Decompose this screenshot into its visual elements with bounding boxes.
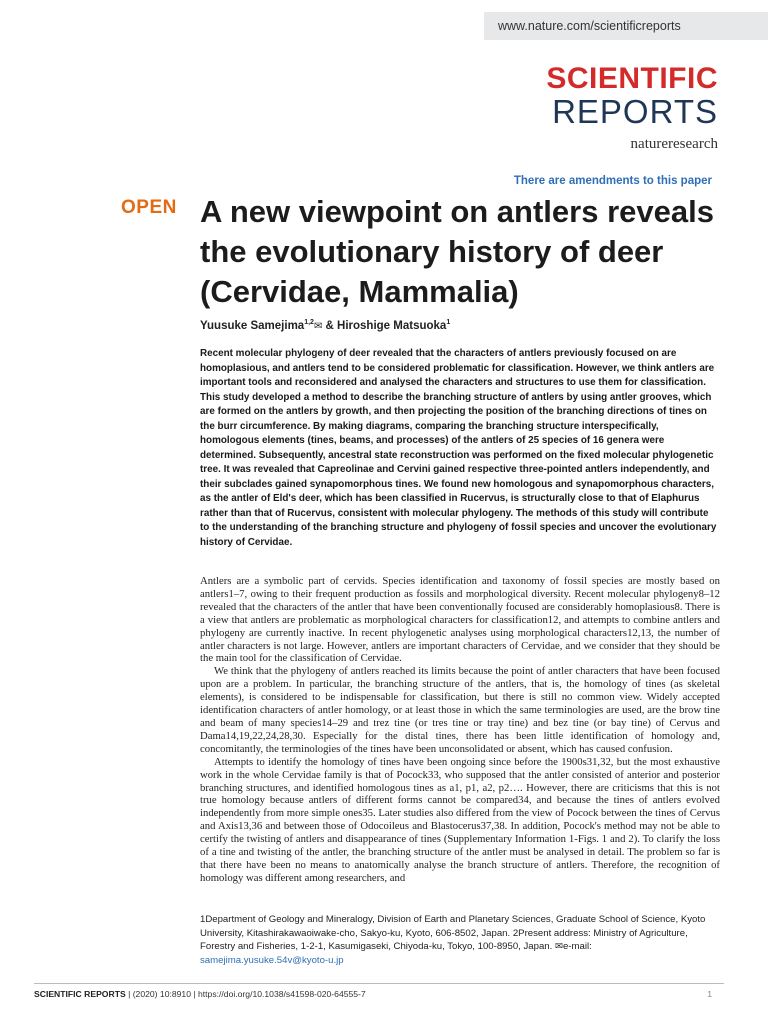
- author-list: [200, 319, 450, 332]
- body-paragraph-1: Antlers are a symbolic part of cervids. Species identification and taxonomy of fossil species are mostly based on antlers1–7, owing to their frequent production as fossils and morphological diversity. Recent molecular phylogeny8–12 revealed that the characters of the antler that have been conventionally focused are considerably homoplasious8. There is a view that antlers are problematic as morphological characters for classification12, and attempts to combine antlers and phylogeny are currently inactive. In recent phylogenetic analyses using morphological characters12,13, the number of antler characters is not large. However, antlers are important characters of Cervidae, and we consider that they should be the main tool for the classification of Cervidae.: [200, 575, 720, 665]
- journal-url[interactable]: www.nature.com/scientificreports: [498, 19, 681, 33]
- footer-citation-doi[interactable]: | (2020) 10:8910 | https://doi.org/10.1038/s41598-020-64555-7: [125, 989, 366, 999]
- publisher-nature: nature: [630, 136, 669, 152]
- open-access-badge: OPEN: [121, 197, 177, 218]
- footer-journal: SCIENTIFIC REPORTS: [34, 989, 126, 999]
- page-number: 1: [707, 989, 712, 999]
- author-1-affiliation: 1,2: [304, 319, 314, 326]
- footer-divider: [34, 983, 724, 984]
- logo-reports: REPORTS: [552, 93, 718, 130]
- journal-url-bar[interactable]: [484, 12, 768, 40]
- body-paragraph-2: We think that the phylogeny of antlers reached its limits because the point of antler characters that have been focused upon are a problem. In particular, the branching structure of the antlers, that is, the homology of tines (as skeletal elements), is considered to be indispensable for classification, but there is still no common view. Widely accepted identification characters of antler homology, or at least those in which the same terminologies are used, are the brow tine and beam of many species14–29 and trez tine (or tres tine or tray tine) and bez tine (or bay tine) of Cervus and Dama14,19,22,24,28,30. Especially for the distal tines, there has been little identification of homology and, concomitantly, the terminologies of the tines have been unconsolidated or absent, which has caused confusion.: [200, 665, 720, 755]
- logo-scientific: SCIENTIFIC: [546, 62, 718, 95]
- author-2-affiliation: 1: [446, 319, 451, 326]
- affiliation-footnote: [200, 913, 720, 967]
- article-title: A new viewpoint on antlers reveals the evolutionary history of deer (Cervidae, Mammalia): [200, 194, 714, 309]
- corresponding-email-link[interactable]: samejima.yusuke.54v@kyoto-u.jp: [200, 954, 344, 966]
- author-2[interactable]: Hiroshige Matsuoka: [337, 319, 447, 332]
- logo-publisher: [546, 136, 718, 153]
- body-paragraph-3: Attempts to identify the homology of tines have been ongoing since before the 1900s31,32, but the most exhaustive work in the whole Cervidae family is that of Pocock33, who supposed that the antler consisted of anterior and posterior branching structures, and identified homologous tines as a1, p1, a2, p2…. However, there are criticisms that this is not true homology because antlers of different forms cannot be compared34, and because the tines of antlers evolved independently from more simple ones35. Later studies also differed from the view of Pocock between the tines of Cervus and Axis13,36 and between those of Odocoileus and Blastocerus37,38. In addition, Pocock's method may not be able to certify the twisting of antlers and disappearance of tines (Supplementary Information 1-Figs. 1 and 2). To clarify the loss of a tine and twisting of the antler, the branching structure of the antler must be analysed in detail. The problem so far is that there have been no means to anatomically analyse the branch structure of antlers. Therefore, the recognition of homology was different among researchers, and: [200, 755, 720, 884]
- journal-logo: [546, 64, 718, 153]
- article-body: [200, 575, 720, 885]
- email-icon[interactable]: ✉: [313, 320, 323, 332]
- amendments-link[interactable]: There are amendments to this paper: [513, 175, 712, 187]
- page-footer: [34, 989, 366, 999]
- affiliation-text: 1Department of Geology and Mineralogy, Division of Earth and Planetary Sciences, Graduate School of Science, Kyoto University, Kitashirakawaoiwake-cho, Sakyo-ku, Kyoto, 606-8502, Japan. 2Present address: Ministry of Agriculture, Forestry and Fisheries, 1-2-1, Kasumigaseki, Chiyoda-ku, Tokyo, 100-8950, Japan. ✉e-mail:: [200, 914, 706, 952]
- author-1[interactable]: Yuusuke Samejima: [200, 319, 305, 332]
- abstract: Recent molecular phylogeny of deer revealed that the characters of antlers previously focused on are homoplasious, and antlers tend to be considered problematic for classification. However, we think antlers are important tools and reconsidered and analysed the characters and structures to use them for classification. This study developed a method to describe the branching structure of antlers by using antler grooves, which are formed on the antlers by growth, and then projecting the position of the branching directions of tines on the burr circumference. By making diagrams, comparing the branching structure interspecifically, homologous elements (tines, beams, and processes) of the antlers of 25 species of 16 genera were determined. Subsequently, ancestral state reconstruction was performed on the fixed molecular phylogenetic tree. It was revealed that Capreolinae and Cervini gained respective three-pointed antlers independently, and their subclades gained synapomorphous tines. We found new homologous and synapomorphous characters, as the antler of Eld's deer, which has been classified in Rucervus, is structurally close to that of Elaphurus rather than that of Rucervus, consistent with molecular phylogeny. The methods of this study will contribute to the understanding of the branching structure and phylogeny of fossil species and uncover the evolutionary history of Cervidae.: [200, 348, 717, 548]
- author-separator: &: [322, 319, 338, 332]
- publisher-research: research: [668, 136, 718, 152]
